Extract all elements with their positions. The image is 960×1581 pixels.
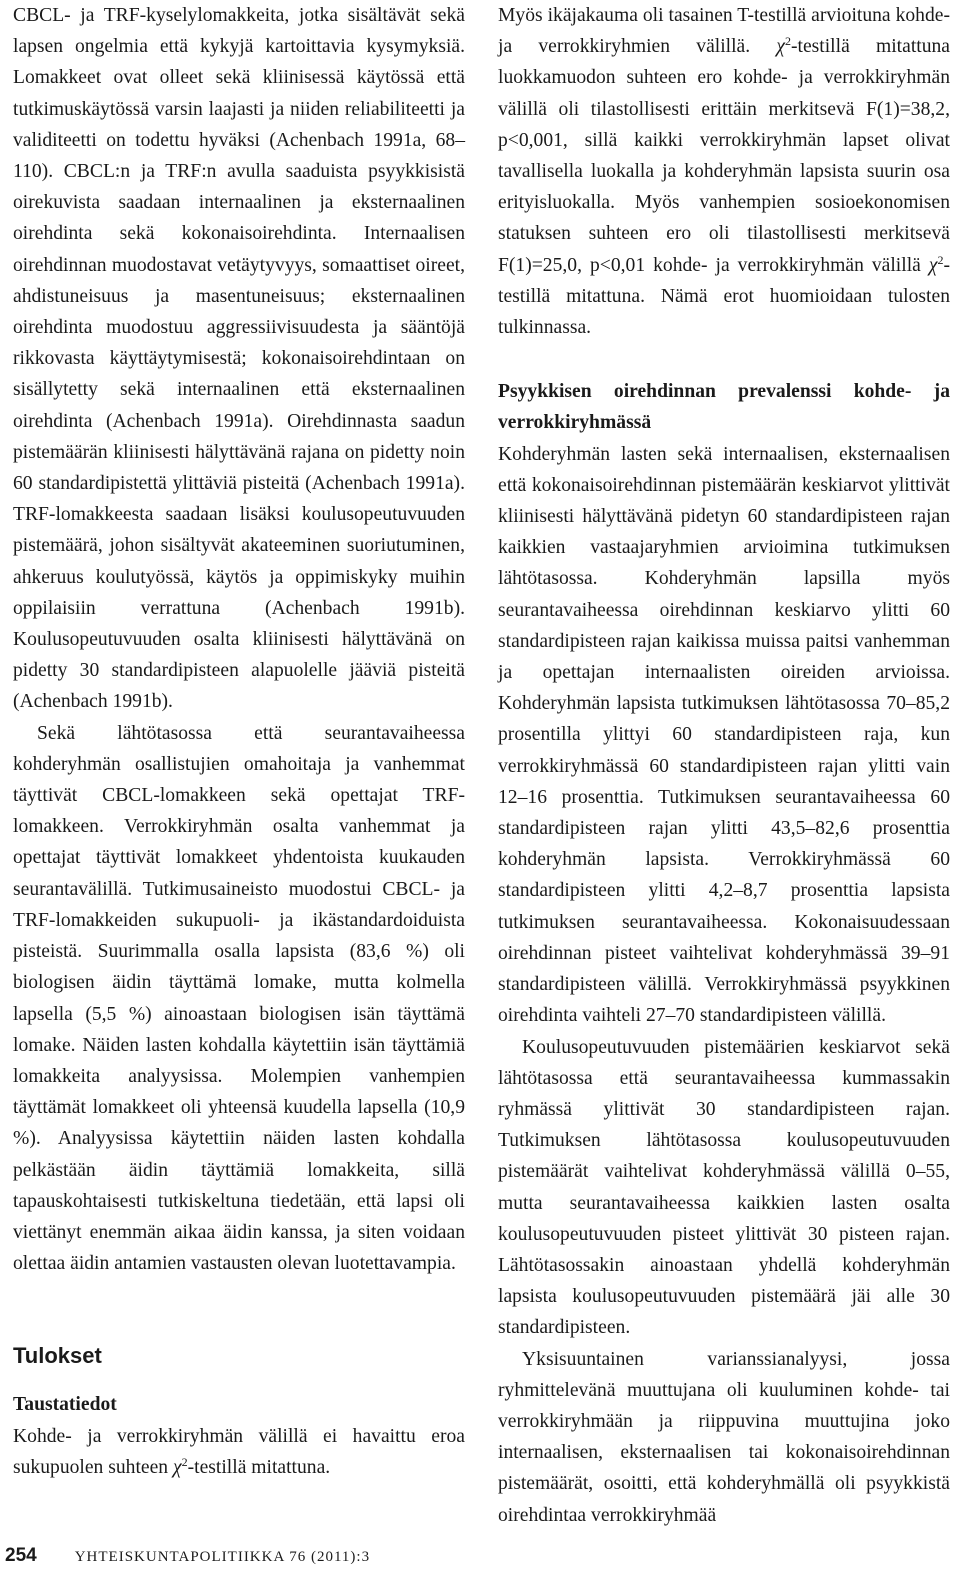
page-number: 254: [5, 1545, 37, 1566]
text-run: -testillä mitattuna. Nämä erot huomioidaan tulosten tulkinnassa.: [498, 254, 950, 339]
text-run: -testillä mitattuna luokkamuodon suhteen ero kohde- ja verrokkiryhmän välillä oli tilastollisesti erittäin merkitsevä F(1)=38,2, p<0,001, sillä kaikki verrokkiryhmän lapset olivat tavallisella luokalla ja kohderyhmän lapsista suurin osa erityisluokalla. Myös vanhempien sosioekonomisen statuksen suhteen ero oli tilastollisesti merkitsevä F(1)=25,0, p<0,01 kohde- ja verrokkiryhmän välillä: [498, 36, 950, 276]
journal-name: YHTEISKUNTAPOLITIIKKA 76 (2011):3: [74, 1549, 371, 1565]
subsection-heading: Psyykkisen oirehdinnan prevalenssi kohde- ja verrokkiryhmässä: [498, 381, 950, 434]
chi-symbol: χ: [173, 1456, 182, 1478]
body-paragraph: [498, 0, 950, 343]
superscript: 2: [937, 252, 944, 267]
page-footer: [5, 1545, 370, 1568]
body-paragraph: Yksisuuntainen varianssianalyysi, jossa ryhmittelevänä muuttujana oli kuuluminen kohde- tai verrokkiryhmään ja riippuvina muuttujina joko internaalisen, eksternaalisen tai kokonaisoirehdinnan pistemäärät, osoitti, että kohderyhmällä oli psyykkistä oirehdintaa verrokkiryhmää: [498, 1348, 950, 1526]
body-paragraph: Koulusopeutuvuuden pistemäärien keskiarvot sekä lähtötasossa että seurantavaiheessa kummassakin ryhmässä ylittivät 30 standardipisteen rajan. Tutkimuksen lähtötasossa koulusopeutuvuuden pistemäärät vaihtelivat kohderyhmässä välillä 0–55, mutta seurantavaiheessa kaikkien lasten osalta koulusopeutuvuuden pisteet ylittivät 30 pisteen rajan. Lähtötasossakin ainoastaan yhdellä kohderyhmän lapsista koulusopeutuvuuden pistemäärä jäi alle 30 standardipisteen.: [498, 1036, 950, 1339]
text-run: Kohde- ja verrokkiryhmän välillä ei havaittu eroa sukupuolen suhteen: [13, 1425, 465, 1478]
right-column: [498, 0, 950, 1531]
subsection-heading: Taustatiedot: [13, 1394, 117, 1416]
superscript: 2: [181, 1454, 188, 1469]
text-run: -testillä mitattuna.: [187, 1456, 331, 1478]
chi-symbol: χ: [928, 254, 938, 276]
text-run: Myös ikäjakauma oli tasainen T-testillä arvioituna kohde- ja verrokkiryhmien välillä.: [498, 5, 950, 58]
chi-symbol: χ: [776, 36, 785, 58]
body-paragraph: Kohderyhmän lasten sekä internaalisen, eksternaalisen että kokonaisoirehdinnan pistemäärän keskiarvot ylittivät kliinisesti hälyttävänä pidetyn 60 standardipisteen rajan kaikkien vastaajaryhmien arvioimina tutkimuksen lähtötasossa. Kohderyhmän lapsilla myös seurantavaiheessa oirehdinnan keskiarvo ylitti 60 standardipisteen rajan kaikissa muissa paitsi vanhemman ja opettajan internaalisten oireiden arvioissa. Kohderyhmän lapsista tutkimuksen lähtötasossa 70–85,2 prosentilla ylittyi 60 standardipisteen raja, kun verrokkiryhmässä 60 standardipisteen rajan ylitti vain 12–16 prosenttia. Tutkimuksen seurantavaiheessa 60 standardipisteen rajan ylitti 43,5–82,6 prosenttia kohderyhmän lapsista. Verrokkiryhmässä 60 standardipisteen ylitti 4,2–8,7 prosenttia lapsista tutkimuksen seurantavaiheessa. Kokonaisuudessaan oirehdinnan pisteet vaihtelivat kohderyhmässä 39–91 standardipisteen välillä. Verrokkiryhmässä psyykkinen oirehdinta vaihteli 27–70 standardipisteen välillä.: [498, 443, 950, 1027]
section-heading: Tulokset: [13, 1343, 102, 1369]
body-paragraph: [13, 1421, 465, 1483]
body-paragraph: Sekä lähtötasossa että seurantavaiheessa kohderyhmän osallistujien omahoitaja ja vanhemmat täyttivät CBCL-lomakkeen sekä opettajat TRF-lomakkeen. Verrokkiryhmän osalta vanhemmat ja opettajat täyttivät lomakkeet yhdentoista kuukauden seurantavälillä. Tutkimusaineisto muodostui CBCL- ja TRF-lomakkeiden sukupuoli- ja ikästandardoiduista pisteistä. Suurimmalla osalla lapsista (83,6 %) oli biologisen äidin täyttämä lomake, mutta kolmella lapsella (5,5 %) ainoastaan biologisen isän täyttämä lomake. Näiden lasten kohdalla käytettiin isän täyttämiä lomakkeita analyysissa. Molempien vanhempien täyttämät lomakkeet oli yhteensä kuudella lapsella (10,9 %). Analyysissa käytettiin näiden lasten kohdalla pelkästään äidin täyttämiä lomakkeita, sillä tapauskohtaisesti tutkiskeltuna tiedetään, että lapsi oli viettänyt enemmän aikaa äidin kanssa, ja siten voidaan olettaa äidin antamien vastausten olevan luotettavampia.: [13, 722, 465, 1275]
left-column: [13, 0, 465, 1483]
body-paragraph: CBCL- ja TRF-kyselylomakkeita, jotka sisältävät sekä lapsen ongelmia että kykyjä kartoittavia kysymyksiä. Lomakkeet ovat olleet sekä kliinisessä käytössä että tutkimuskäytössä varsin laajasti ja niiden reliabiliteetti ja validiteetti on todettu hyväksi (Achenbach 1991a, 68–110). CBCL:n ja TRF:n avulla saaduista psyykkisistä oirekuvista saadaan internaalinen ja eksternaalinen oirehdinta sekä kokonaisoirehdinta. Internaalisen oirehdinnan muodostavat vetäytyvyys, somaattiset oireet, ahdistuneisuus ja masentuneisuus; eksternaalinen oirehdinta muodostuu aggressiivisuudesta ja sääntöjä rikkovasta käyttäytymisestä; kokonaisoirehdintaan on sisällytetty sekä internaalinen että eksternaalinen oirehdinta (Achenbach 1991a). Oirehdinnasta saadun pistemäärän kliinisesti hälyttävänä rajana on pidetty noin 60 standardipistettä ylittäviä pisteitä (Achenbach 1991a). TRF-lomakkeesta saadaan lisäksi koulusopeutuvuuden pistemäärä, johon sisältyvät akateeminen suoriutuminen, ahkeruus koulutyössä, käytös ja oppimiskyky muihin oppilaisiin verrattuna (Achenbach 1991b). Koulusopeutuvuuden osalta kliinisesti hälyttävänä on pidetty 30 standardipisteen alapuolelle jääviä pisteitä (Achenbach 1991b).: [13, 5, 465, 713]
superscript: 2: [785, 34, 791, 49]
